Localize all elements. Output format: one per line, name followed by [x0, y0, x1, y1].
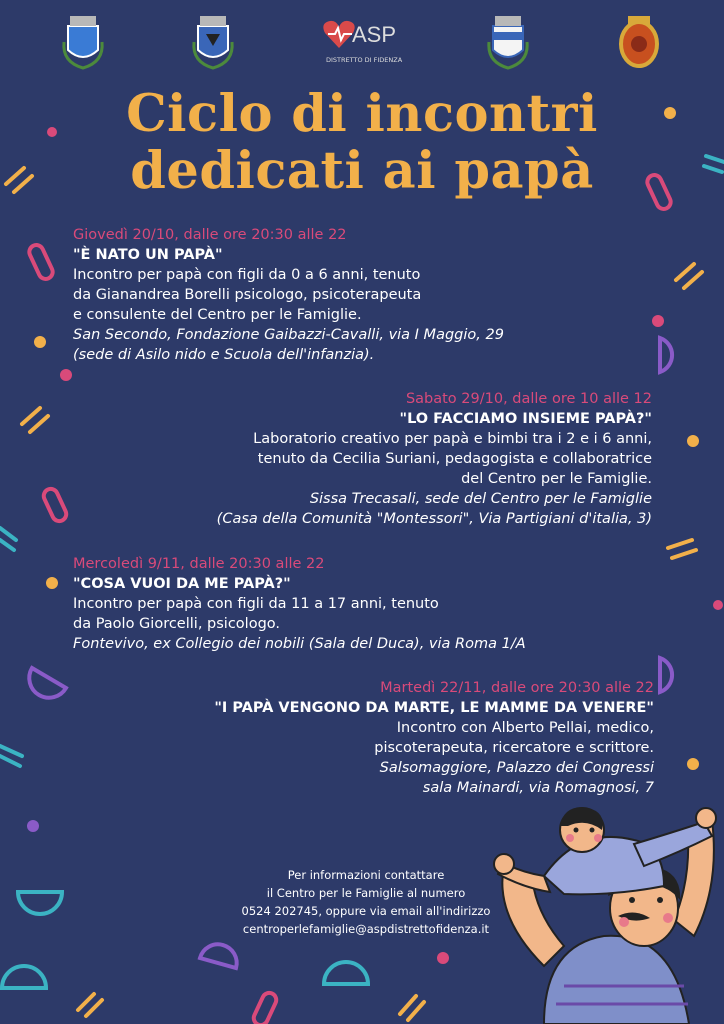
contact-phone-line: 0524 202745, oppure via email all'indirizzo [241, 904, 491, 918]
asp-logo [318, 16, 408, 68]
event-date: Martedì 22/11, dalle ore 20:30 alle 22 [380, 680, 654, 696]
page-title [60, 86, 664, 200]
event-heading: "COSA VUOI DA ME PAPÀ?" [73, 576, 291, 592]
event-location: Sissa Trecasali, sede del Centro per le Famiglie [309, 491, 652, 507]
event-heading: "I PAPÀ VENGONO DA MARTE, LE MAMME DA VENERE" [214, 700, 654, 716]
event-3 [73, 554, 553, 654]
event-1 [73, 225, 533, 365]
event-description: da Gianandrea Borelli psicologo, psicoterapeuta [73, 287, 422, 303]
event-location: San Secondo, Fondazione Gaibazzi-Cavalli, via I Maggio, 29 [73, 327, 504, 343]
event-date: Sabato 29/10, dalle ore 10 alle 12 [405, 391, 652, 407]
contact-email[interactable]: centroperlefamiglie@aspdistrettofidenza.it [242, 922, 490, 936]
asp-logo-text: ASP [352, 22, 397, 47]
event-description: del Centro per le Famiglie. [461, 471, 652, 487]
contact-line: il Centro per le Famiglie al numero [266, 886, 466, 900]
contact-info [236, 866, 496, 938]
event-description: Laboratorio creativo per papà e bimbi tra i 2 e i 6 anni, [253, 431, 652, 447]
municipality-crest-3 [485, 12, 531, 74]
title-line-2: dedicati ai papà [130, 141, 594, 201]
event-description: e consulente del Centro per le Famiglie. [73, 307, 362, 323]
municipality-crest-2 [190, 12, 236, 74]
event-description: Incontro per papà con figli da 11 a 17 anni, tenuto [73, 596, 439, 612]
event-date: Mercoledì 9/11, dalle 20:30 alle 22 [73, 556, 325, 572]
event-heading: "È NATO UN PAPÀ" [73, 247, 223, 263]
event-heading: "LO FACCIAMO INSIEME PAPÀ?" [399, 411, 652, 427]
event-location: Salsomaggiore, Palazzo dei Congressi [379, 760, 654, 776]
event-description: Incontro per papà con figli da 0 a 6 anni, tenuto [73, 267, 421, 283]
municipality-crest-4 [614, 12, 664, 76]
asp-logo-subtitle: DISTRETTO DI FIDENZA [326, 56, 403, 64]
event-location: sala Mainardi, via Romagnosi, 7 [422, 780, 654, 796]
event-description: piscoterapeuta, ricercatore e scrittore. [374, 740, 654, 756]
event-4 [214, 678, 654, 798]
event-date: Giovedì 20/10, dalle ore 20:30 alle 22 [73, 227, 347, 243]
title-line-1: Ciclo di incontri [126, 84, 598, 144]
father-child-illustration [484, 796, 724, 1024]
event-description: da Paolo Giorcelli, psicologo. [73, 616, 280, 632]
event-description: Incontro con Alberto Pellai, medico, [396, 720, 654, 736]
event-description: tenuto da Cecilia Suriani, pedagogista e collaboratrice [257, 451, 652, 467]
municipality-crest-1 [60, 12, 106, 74]
contact-line: Per informazioni contattare [287, 868, 445, 882]
event-location: (Casa della Comunità "Montessori", Via Partigiani d'italia, 3) [216, 511, 652, 527]
event-location: Fontevivo, ex Collegio dei nobili (Sala del Duca), via Roma 1/A [73, 636, 526, 652]
event-2 [172, 389, 652, 529]
event-location: (sede di Asilo nido e Scuola dell'infanzia). [73, 347, 375, 363]
